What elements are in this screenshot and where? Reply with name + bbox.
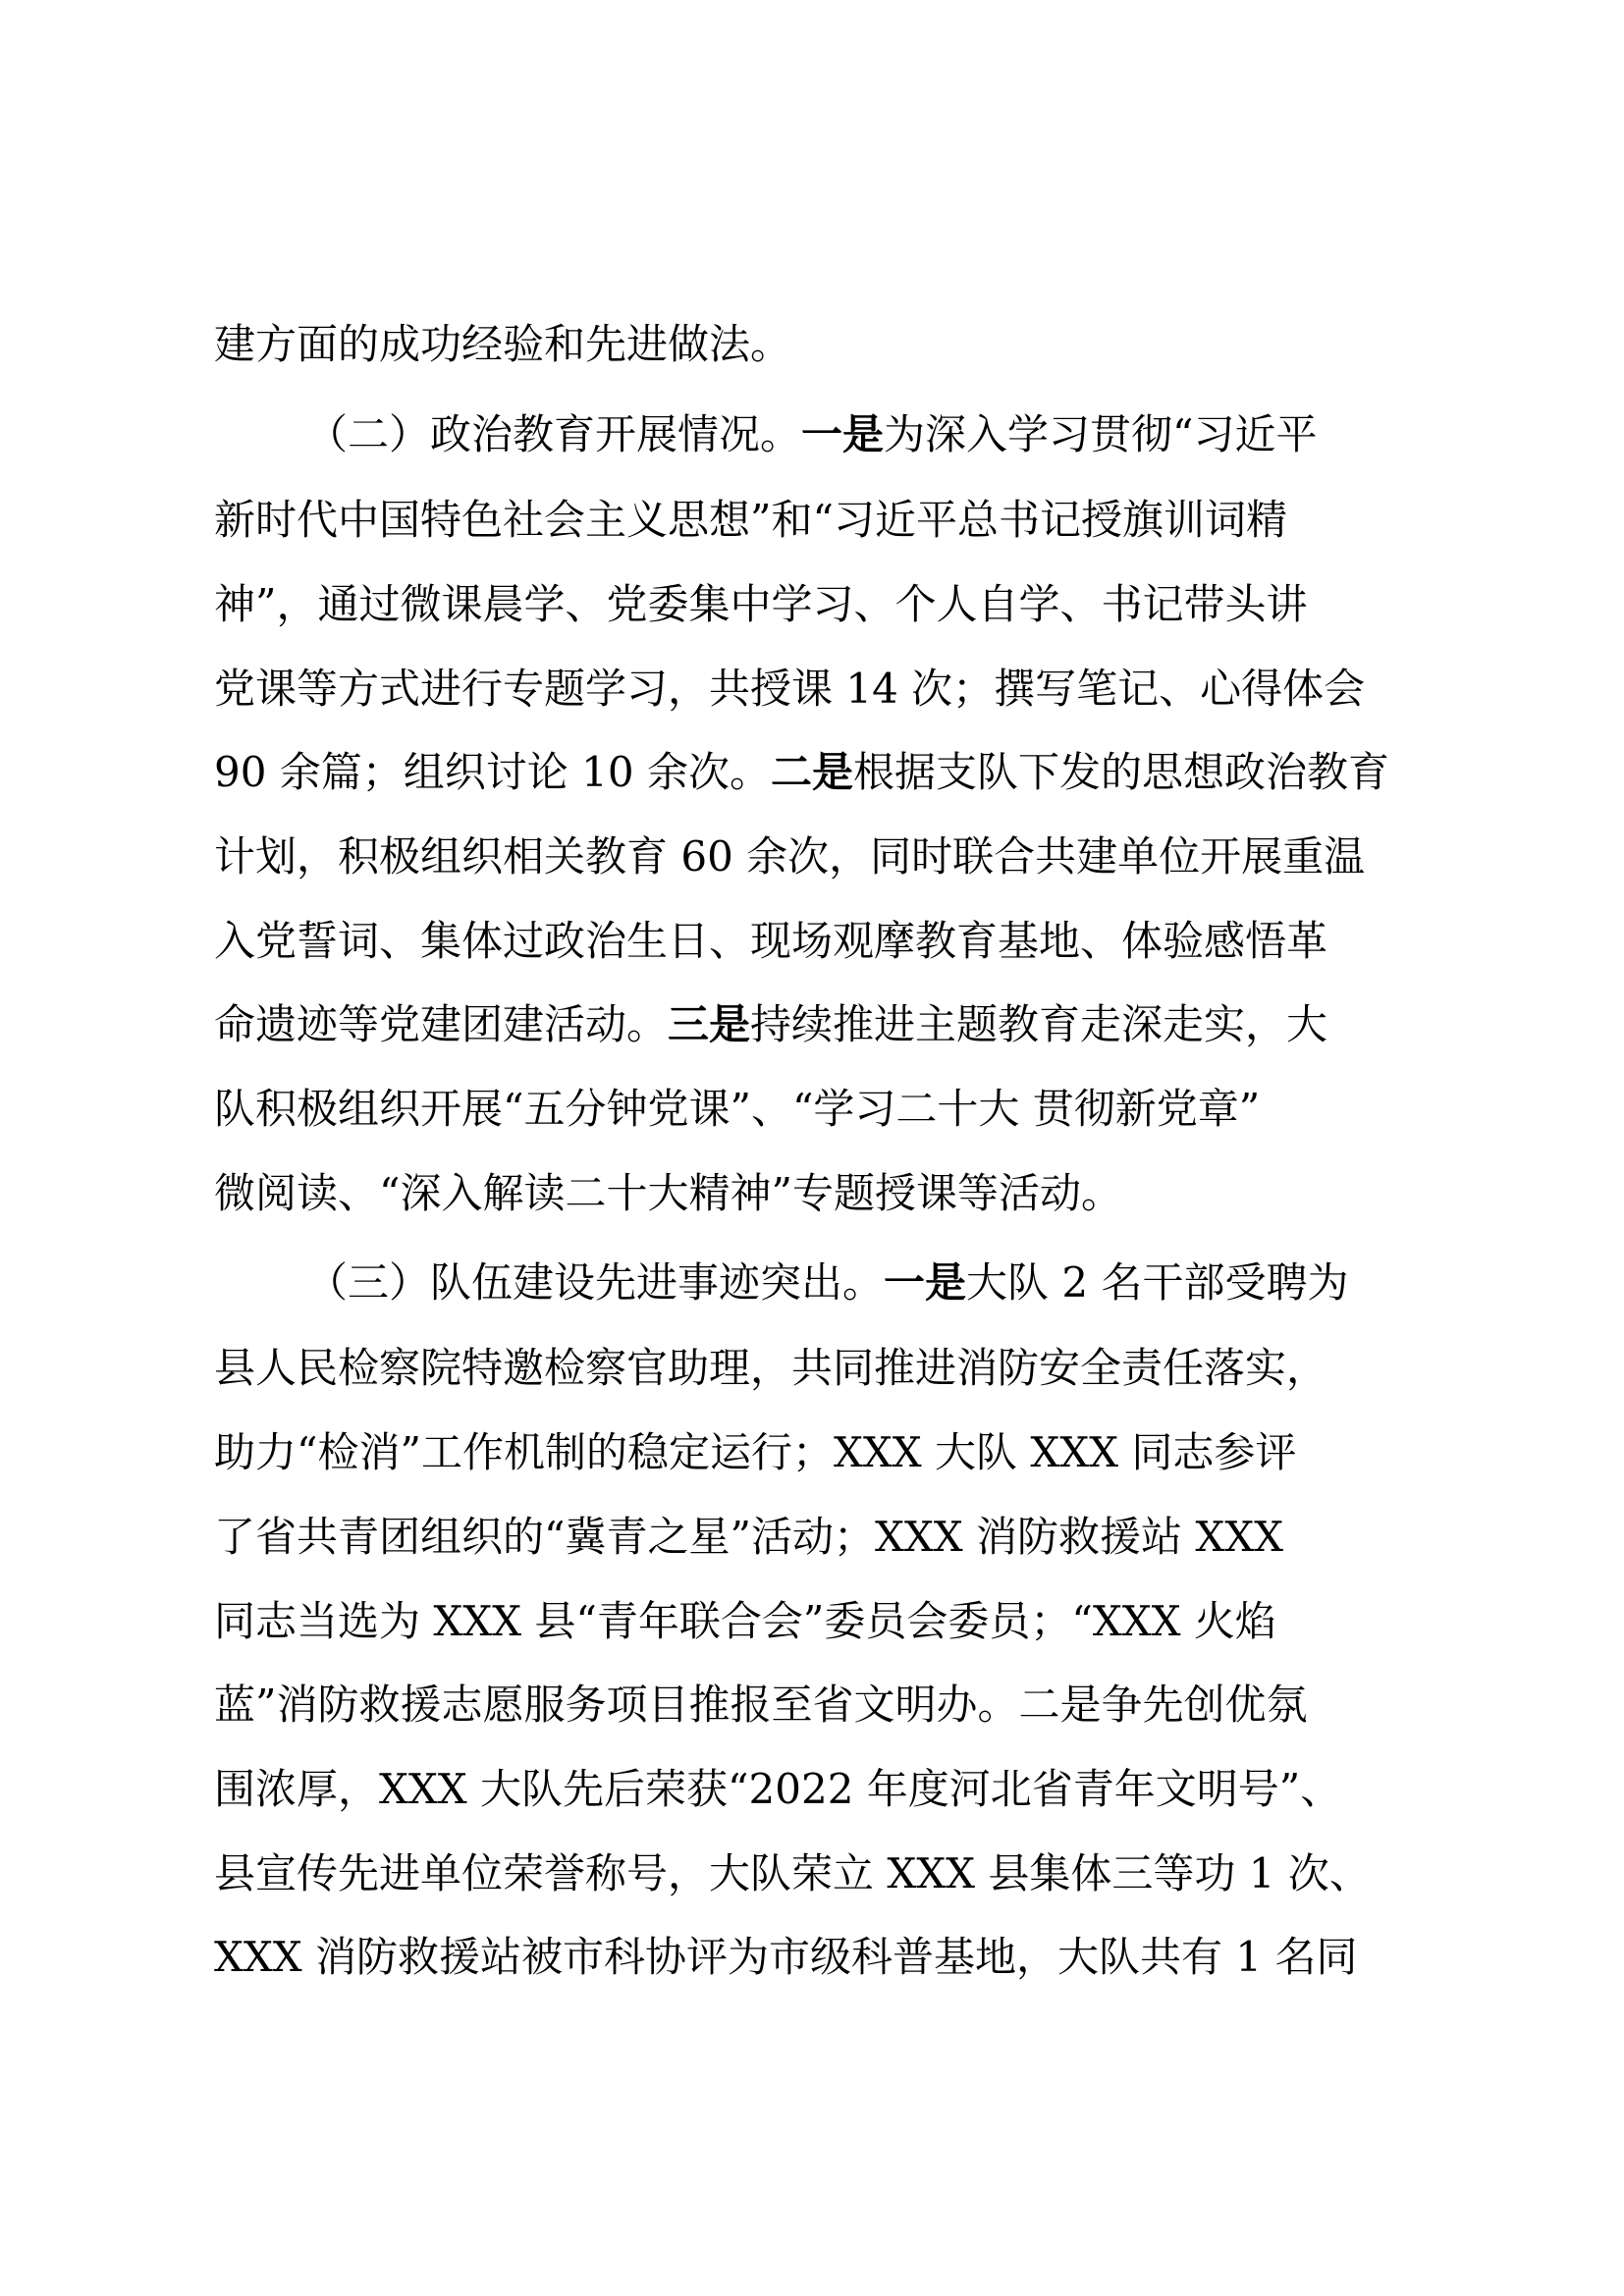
text-line-5: 党课等方式进行专题学习，共授课 14 次；撰写笔记、心得体会 bbox=[214, 665, 1366, 713]
text-line-14: 助力“检消”工作机制的稳定运行；XXX 大队 XXX 同志参评 bbox=[214, 1428, 1297, 1476]
text-line-4: 神”，通过微课晨学、党委集中学习、个人自学、书记带头讲 bbox=[214, 580, 1308, 628]
text-line-19: 县宣传先进单位荣誉称号，大队荣立 XXX 县集体三等功 1 次、 bbox=[214, 1849, 1371, 1897]
text-line-20: XXX 消防救援站被市科协评为市级科普基地，大队共有 1 名同 bbox=[214, 1933, 1358, 1981]
text-line-16: 同志当选为 XXX 县“青年联合会”委员会委员；“XXX 火焰 bbox=[214, 1597, 1276, 1645]
text-line-8: 入党誓词、集体过政治生日、现场观摩教育基地、体验感悟革 bbox=[214, 917, 1328, 965]
text-line-12: （三）队伍建设先进事迹突出。一是大队 2 名干部受聘为 bbox=[306, 1258, 1349, 1307]
text-line-7: 计划，积极组织相关教育 60 余次，同时联合共建单位开展重温 bbox=[214, 832, 1366, 881]
text-line-15: 了省共青团组织的“冀青之星”活动；XXX 消防救援站 XXX bbox=[214, 1513, 1284, 1561]
text-line-3: 新时代中国特色社会主义思想”和“习近平总书记授旗训词精 bbox=[214, 496, 1287, 544]
text-line-2: （二）政治教育开展情况。一是为深入学习贯彻“习近平 bbox=[306, 410, 1318, 458]
text-line-10: 队积极组织开展“五分钟党课”、“学习二十大 贯彻新党章” bbox=[214, 1085, 1261, 1133]
text-line-13: 县人民检察院特邀检察官助理，共同推进消防安全责任落实， bbox=[214, 1344, 1328, 1392]
text-line-1: 建方面的成功经验和先进做法。 bbox=[214, 320, 792, 368]
text-line-9: 命遗迹等党建团建活动。三是持续推进主题教育走深走实，大 bbox=[214, 1000, 1328, 1048]
text-line-11: 微阅读、“深入解读二十大精神”专题授课等活动。 bbox=[214, 1169, 1122, 1217]
text-line-6: 90 余篇；组织讨论 10 余次。二是根据支队下发的思想政治教育 bbox=[214, 748, 1389, 796]
text-line-17: 蓝”消防救援志愿服务项目推报至省文明办。二是争先创优氛 bbox=[214, 1681, 1308, 1729]
text-line-18: 围浓厚，XXX 大队先后荣获“2022 年度河北省青年文明号”、 bbox=[214, 1765, 1342, 1813]
